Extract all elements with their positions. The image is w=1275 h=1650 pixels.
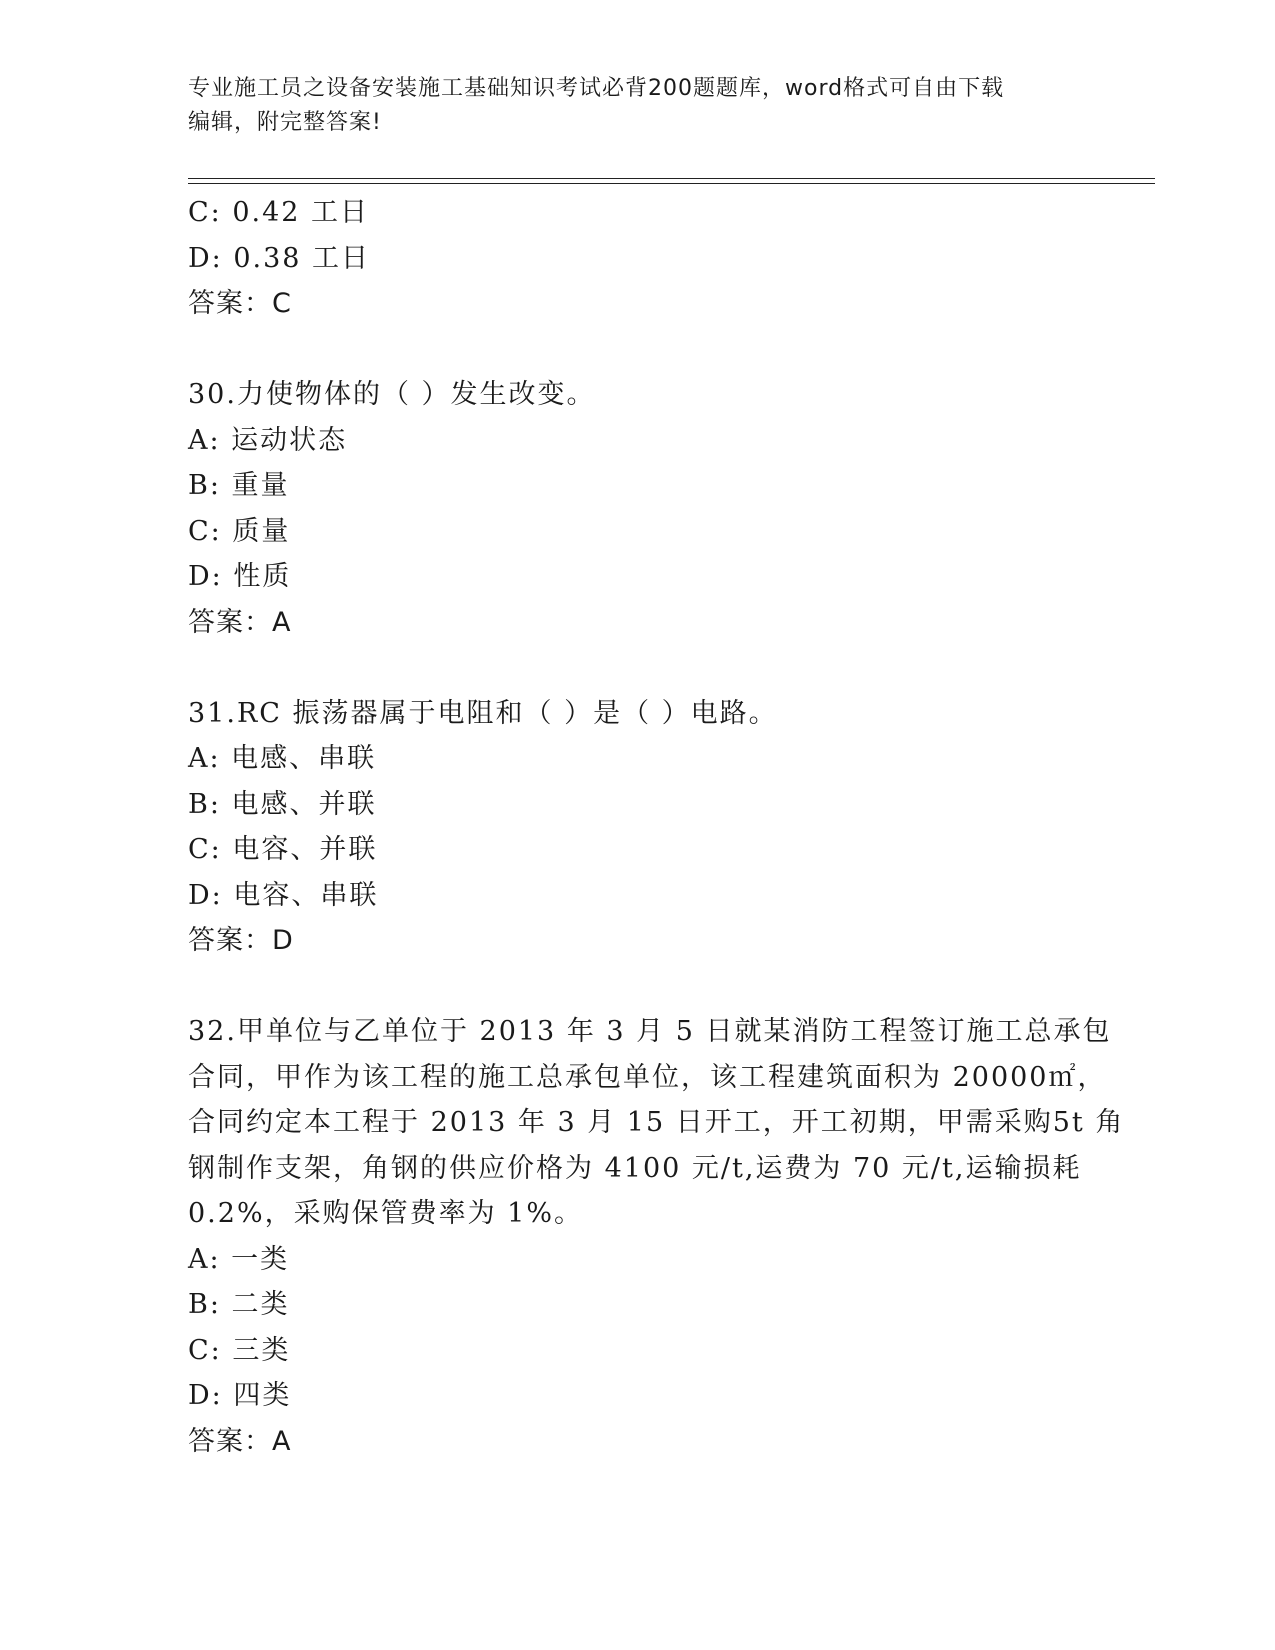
option-c: C: 质量 xyxy=(188,515,291,547)
option-a: A: 一类 xyxy=(188,1243,290,1275)
header-title-line-2: 编辑，附完整答案! xyxy=(188,110,382,135)
option-b: B: 电感、并联 xyxy=(188,788,377,820)
question-stem-line-3: 合同约定本工程于 2013 年 3 月 15 日开工，开工初期，甲需采购5t 角 xyxy=(188,1107,1125,1138)
option-a: A: 运动状态 xyxy=(188,424,348,456)
option-b: B: 二类 xyxy=(188,1289,290,1320)
option-a: A: 电感、串联 xyxy=(188,743,377,774)
option-c: C: 三类 xyxy=(188,1334,291,1366)
question-stem-line-1: 32.甲单位与乙单位于 2013 年 3 月 5 日就某消防工程签订施工总承包 xyxy=(188,1016,1112,1047)
question-stem-line-4: 钢制作支架，角钢的供应价格为 4100 元/t,运费为 70 元/t,运输损耗 xyxy=(188,1152,1082,1184)
question-stem: 31.RC 振荡器属于电阻和（ ）是（ ）电路。 xyxy=(188,697,778,729)
question-stem-line-5: 0.2%，采购保管费率为 1%。 xyxy=(188,1198,584,1229)
header-divider-bottom xyxy=(188,183,1155,184)
answer-line: 答案：C xyxy=(188,288,292,319)
spacer xyxy=(188,645,1088,691)
spacer xyxy=(188,964,1088,1010)
answer-line: 答案：A xyxy=(188,1425,292,1457)
option-d: D: 电容、串联 xyxy=(188,879,379,911)
question-31 xyxy=(188,691,1088,964)
spacer xyxy=(188,327,1088,373)
option-b: B: 重量 xyxy=(188,470,290,501)
header-title-line-1: 专业施工员之设备安装施工基础知识考试必背200题题库，word格式可自由下载 xyxy=(188,76,1005,101)
option-c: C: 0.42 工日 xyxy=(188,197,370,228)
question-30 xyxy=(188,372,1088,645)
option-d: D: 性质 xyxy=(188,561,292,592)
option-d: D: 四类 xyxy=(188,1380,292,1411)
question-stem: 30.力使物体的（ ）发生改变。 xyxy=(188,379,596,410)
document-header xyxy=(188,72,1068,140)
question-stem-line-2: 合同，甲作为该工程的施工总承包单位，该工程建筑面积为 20000㎡， xyxy=(188,1061,1107,1093)
answer-line: 答案：A xyxy=(188,606,292,638)
question-32 xyxy=(188,1009,1125,1464)
question-list xyxy=(188,190,1125,1464)
option-d: D: 0.38 工日 xyxy=(188,242,371,274)
option-c: C: 电容、并联 xyxy=(188,834,378,865)
answer-line: 答案：D xyxy=(188,925,294,956)
question-29-tail xyxy=(188,190,1088,327)
header-divider-top xyxy=(188,178,1155,179)
